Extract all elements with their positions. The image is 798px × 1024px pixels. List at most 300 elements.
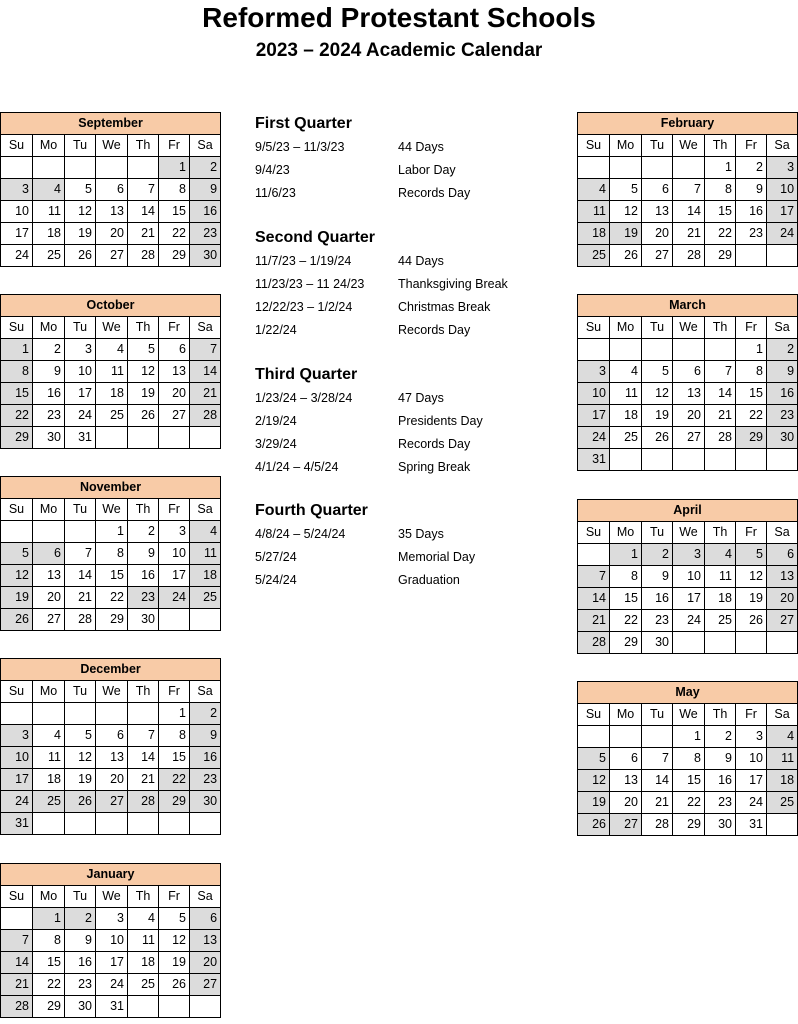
calendar-day: 6 <box>190 908 221 930</box>
calendar-day: 27 <box>96 245 128 267</box>
calendar-empty-cell <box>128 427 159 449</box>
calendar-day: 13 <box>642 201 673 223</box>
weekday-label: Fr <box>736 522 767 544</box>
calendar-day: 20 <box>642 223 673 245</box>
calendar-day: 26 <box>736 610 767 632</box>
month-name: April <box>578 500 798 522</box>
calendar-day: 5 <box>1 543 33 565</box>
month-calendar-december <box>0 658 221 835</box>
calendar-day: 3 <box>736 726 767 748</box>
calendar-day: 2 <box>65 908 96 930</box>
quarter-description: Records Day <box>398 186 471 200</box>
calendar-day: 16 <box>736 201 767 223</box>
calendar-empty-cell <box>190 996 221 1018</box>
calendar-day: 9 <box>190 179 221 201</box>
calendar-day: 16 <box>705 770 736 792</box>
calendar-day: 23 <box>128 587 159 609</box>
quarter-description: Presidents Day <box>398 414 483 428</box>
calendar-day: 4 <box>705 544 736 566</box>
calendar-day: 2 <box>736 157 767 179</box>
weekday-label: Th <box>705 135 736 157</box>
calendar-day: 29 <box>673 814 705 836</box>
calendar-day: 21 <box>1 974 33 996</box>
weekday-label: Fr <box>736 704 767 726</box>
calendar-day: 29 <box>96 609 128 631</box>
calendar-day: 20 <box>190 952 221 974</box>
calendar-day: 16 <box>65 952 96 974</box>
quarter-title: Fourth Quarter <box>255 502 368 519</box>
weekday-label: Tu <box>642 317 673 339</box>
calendar-day: 24 <box>736 792 767 814</box>
calendar-day: 6 <box>767 544 798 566</box>
calendar-day: 29 <box>705 245 736 267</box>
weekday-label: Mo <box>610 135 642 157</box>
calendar-day: 1 <box>705 157 736 179</box>
calendar-day: 15 <box>610 588 642 610</box>
calendar-day: 22 <box>673 792 705 814</box>
calendar-day: 22 <box>705 223 736 245</box>
quarter-date: 11/7/23 – 1/19/24 <box>255 254 352 268</box>
calendar-day: 12 <box>578 770 610 792</box>
calendar-empty-cell <box>642 157 673 179</box>
calendar-day: 30 <box>33 427 65 449</box>
calendar-day: 13 <box>96 201 128 223</box>
quarter-date: 5/27/24 <box>255 550 297 564</box>
calendar-day: 15 <box>96 565 128 587</box>
weekday-label: Su <box>1 681 33 703</box>
calendar-day: 1 <box>736 339 767 361</box>
calendar-day: 22 <box>736 405 767 427</box>
calendar-day: 23 <box>65 974 96 996</box>
calendar-day: 25 <box>705 610 736 632</box>
calendar-day: 3 <box>767 157 798 179</box>
calendar-day: 13 <box>673 383 705 405</box>
quarter-description: Memorial Day <box>398 550 476 564</box>
calendar-day: 13 <box>610 770 642 792</box>
calendar-empty-cell <box>128 813 159 835</box>
calendar-day: 4 <box>578 179 610 201</box>
weekday-label: We <box>96 681 128 703</box>
calendar-day: 4 <box>610 361 642 383</box>
calendar-day: 1 <box>159 703 190 725</box>
month-name: December <box>1 659 221 681</box>
weekday-label: Th <box>128 681 159 703</box>
calendar-day: 31 <box>96 996 128 1018</box>
quarter-date: 9/4/23 <box>255 163 290 177</box>
calendar-day: 9 <box>65 930 96 952</box>
calendar-day: 11 <box>767 748 798 770</box>
weekday-label: We <box>96 317 128 339</box>
weekday-label: Mo <box>610 704 642 726</box>
quarter-description: 47 Days <box>398 391 444 405</box>
quarter-date: 1/23/24 – 3/28/24 <box>255 391 353 405</box>
calendar-day: 25 <box>96 405 128 427</box>
calendar-day: 2 <box>642 544 673 566</box>
calendar-day: 27 <box>642 245 673 267</box>
calendar-day: 17 <box>578 405 610 427</box>
calendar-day: 5 <box>65 179 96 201</box>
calendar-day: 31 <box>1 813 33 835</box>
month-calendar-february <box>577 112 798 267</box>
calendar-day: 28 <box>642 814 673 836</box>
month-calendar-november <box>0 476 221 631</box>
weekday-label: Sa <box>190 135 221 157</box>
quarter-description: 35 Days <box>398 527 444 541</box>
calendar-day: 25 <box>578 245 610 267</box>
quarter-date: 3/29/24 <box>255 437 297 451</box>
month-calendar-march <box>577 294 798 471</box>
month-calendar-april <box>577 499 798 654</box>
calendar-day: 11 <box>128 930 159 952</box>
calendar-day: 10 <box>767 179 798 201</box>
calendar-empty-cell <box>610 157 642 179</box>
calendar-day: 14 <box>673 201 705 223</box>
weekday-label: Su <box>1 317 33 339</box>
month-name: September <box>1 113 221 135</box>
calendar-empty-cell <box>96 813 128 835</box>
calendar-day: 21 <box>128 223 159 245</box>
calendar-day: 18 <box>33 769 65 791</box>
calendar-day: 30 <box>642 632 673 654</box>
weekday-label: We <box>673 317 705 339</box>
quarter-date: 12/22/23 – 1/2/24 <box>255 300 353 314</box>
calendar-day: 27 <box>33 609 65 631</box>
calendar-day: 8 <box>673 748 705 770</box>
calendar-empty-cell <box>642 339 673 361</box>
calendar-day: 28 <box>128 245 159 267</box>
calendar-day: 18 <box>578 223 610 245</box>
calendar-day: 17 <box>159 565 190 587</box>
calendar-day: 5 <box>128 339 159 361</box>
calendar-day: 12 <box>65 201 96 223</box>
quarter-description: 44 Days <box>398 254 444 268</box>
calendar-day: 7 <box>578 566 610 588</box>
calendar-day: 2 <box>190 157 221 179</box>
quarter-date: 4/1/24 – 4/5/24 <box>255 460 339 474</box>
calendar-day: 13 <box>33 565 65 587</box>
calendar-day: 26 <box>128 405 159 427</box>
calendar-day: 21 <box>642 792 673 814</box>
calendar-empty-cell <box>578 157 610 179</box>
calendar-day: 1 <box>33 908 65 930</box>
weekday-label: Su <box>1 135 33 157</box>
calendar-day: 23 <box>190 769 221 791</box>
calendar-empty-cell <box>190 813 221 835</box>
month-name: February <box>578 113 798 135</box>
calendar-day: 16 <box>190 747 221 769</box>
calendar-day: 26 <box>65 245 96 267</box>
calendar-empty-cell <box>159 996 190 1018</box>
calendar-empty-cell <box>767 245 798 267</box>
calendar-empty-cell <box>190 427 221 449</box>
calendar-day: 14 <box>128 201 159 223</box>
calendar-day: 19 <box>1 587 33 609</box>
calendar-day: 24 <box>767 223 798 245</box>
quarter-date: 4/8/24 – 5/24/24 <box>255 527 346 541</box>
month-calendar-september <box>0 112 221 267</box>
calendar-day: 9 <box>736 179 767 201</box>
weekday-label: Fr <box>159 135 190 157</box>
calendar-day: 1 <box>96 521 128 543</box>
calendar-day: 27 <box>767 610 798 632</box>
month-name: March <box>578 295 798 317</box>
calendar-day: 2 <box>767 339 798 361</box>
calendar-empty-cell <box>96 157 128 179</box>
calendar-day: 4 <box>33 179 65 201</box>
calendar-day: 8 <box>159 179 190 201</box>
calendar-day: 19 <box>128 383 159 405</box>
calendar-day: 30 <box>767 427 798 449</box>
calendar-day: 14 <box>190 361 221 383</box>
weekday-label: Tu <box>65 681 96 703</box>
calendar-day: 2 <box>705 726 736 748</box>
calendar-day: 31 <box>736 814 767 836</box>
calendar-empty-cell <box>705 449 736 471</box>
weekday-label: We <box>96 499 128 521</box>
calendar-empty-cell <box>610 339 642 361</box>
calendar-day: 13 <box>159 361 190 383</box>
calendar-day: 18 <box>767 770 798 792</box>
calendar-day: 29 <box>159 791 190 813</box>
calendar-day: 7 <box>1 930 33 952</box>
weekday-label: We <box>673 704 705 726</box>
weekday-label: Tu <box>65 317 96 339</box>
calendar-day: 5 <box>65 725 96 747</box>
calendar-day: 8 <box>705 179 736 201</box>
quarter-description: Christmas Break <box>398 300 491 314</box>
calendar-day: 20 <box>673 405 705 427</box>
calendar-day: 18 <box>33 223 65 245</box>
calendar-day: 25 <box>128 974 159 996</box>
calendar-day: 12 <box>1 565 33 587</box>
calendar-empty-cell <box>1 703 33 725</box>
calendar-day: 26 <box>159 974 190 996</box>
quarter-title: Second Quarter <box>255 229 376 246</box>
calendar-day: 11 <box>33 747 65 769</box>
month-name: November <box>1 477 221 499</box>
calendar-day: 20 <box>33 587 65 609</box>
calendar-day: 12 <box>159 930 190 952</box>
calendar-day: 16 <box>767 383 798 405</box>
weekday-label: Fr <box>736 317 767 339</box>
quarter-date: 2/19/24 <box>255 414 297 428</box>
month-name: January <box>1 864 221 886</box>
calendar-day: 19 <box>65 769 96 791</box>
calendar-day: 28 <box>190 405 221 427</box>
calendar-day: 27 <box>159 405 190 427</box>
calendar-day: 9 <box>705 748 736 770</box>
calendar-empty-cell <box>128 703 159 725</box>
weekday-label: We <box>673 522 705 544</box>
calendar-day: 15 <box>33 952 65 974</box>
weekday-label: Mo <box>33 135 65 157</box>
calendar-day: 19 <box>578 792 610 814</box>
calendar-day: 14 <box>1 952 33 974</box>
calendar-empty-cell <box>1 908 33 930</box>
calendar-day: 17 <box>1 223 33 245</box>
calendar-day: 8 <box>159 725 190 747</box>
calendar-empty-cell <box>128 996 159 1018</box>
calendar-day: 4 <box>33 725 65 747</box>
calendar-day: 19 <box>65 223 96 245</box>
weekday-label: Th <box>128 317 159 339</box>
calendar-day: 7 <box>673 179 705 201</box>
calendar-day: 3 <box>1 725 33 747</box>
weekday-label: Fr <box>159 317 190 339</box>
calendar-day: 24 <box>673 610 705 632</box>
calendar-day: 12 <box>65 747 96 769</box>
calendar-day: 8 <box>610 566 642 588</box>
calendar-day: 25 <box>33 245 65 267</box>
calendar-day: 11 <box>610 383 642 405</box>
calendar-day: 7 <box>65 543 96 565</box>
calendar-day: 4 <box>128 908 159 930</box>
calendar-day: 16 <box>128 565 159 587</box>
calendar-day: 10 <box>65 361 96 383</box>
calendar-day: 10 <box>578 383 610 405</box>
month-calendar-may <box>577 681 798 836</box>
quarter-description: Thanksgiving Break <box>398 277 508 291</box>
quarter-date: 11/23/23 – 11 24/23 <box>255 277 365 291</box>
month-name: October <box>1 295 221 317</box>
calendar-empty-cell <box>159 427 190 449</box>
calendar-day: 10 <box>96 930 128 952</box>
calendar-day: 22 <box>1 405 33 427</box>
calendar-day: 15 <box>673 770 705 792</box>
calendar-day: 25 <box>610 427 642 449</box>
calendar-day: 28 <box>673 245 705 267</box>
weekday-label: Tu <box>642 135 673 157</box>
calendar-day: 29 <box>610 632 642 654</box>
calendar-empty-cell <box>33 157 65 179</box>
weekday-label: Su <box>1 499 33 521</box>
calendar-day: 2 <box>190 703 221 725</box>
weekday-label: Sa <box>190 886 221 908</box>
calendar-day: 9 <box>33 361 65 383</box>
quarter-date: 5/24/24 <box>255 573 297 587</box>
calendar-day: 24 <box>96 974 128 996</box>
calendar-empty-cell <box>767 814 798 836</box>
calendar-empty-cell <box>578 726 610 748</box>
calendar-day: 10 <box>673 566 705 588</box>
calendar-day: 12 <box>610 201 642 223</box>
calendar-day: 27 <box>190 974 221 996</box>
calendar-day: 11 <box>705 566 736 588</box>
calendar-day: 3 <box>65 339 96 361</box>
page-title: Reformed Protestant Schools <box>202 2 596 33</box>
calendar-day: 4 <box>190 521 221 543</box>
weekday-label: Th <box>128 135 159 157</box>
calendar-day: 8 <box>1 361 33 383</box>
calendar-day: 2 <box>128 521 159 543</box>
weekday-label: Th <box>705 522 736 544</box>
calendar-day: 27 <box>610 814 642 836</box>
calendar-day: 28 <box>705 427 736 449</box>
calendar-day: 6 <box>33 543 65 565</box>
weekday-label: Sa <box>190 499 221 521</box>
calendar-day: 27 <box>96 791 128 813</box>
page-subtitle: 2023 – 2024 Academic Calendar <box>255 40 543 61</box>
calendar-day: 3 <box>96 908 128 930</box>
calendar-empty-cell <box>65 521 96 543</box>
calendar-empty-cell <box>673 632 705 654</box>
calendar-day: 24 <box>578 427 610 449</box>
calendar-empty-cell <box>736 632 767 654</box>
calendar-empty-cell <box>33 813 65 835</box>
calendar-day: 1 <box>610 544 642 566</box>
calendar-day: 5 <box>578 748 610 770</box>
calendar-empty-cell <box>190 609 221 631</box>
calendar-day: 18 <box>190 565 221 587</box>
calendar-day: 10 <box>1 747 33 769</box>
calendar-empty-cell <box>767 449 798 471</box>
calendar-day: 17 <box>65 383 96 405</box>
calendar-day: 9 <box>767 361 798 383</box>
calendar-day: 14 <box>578 588 610 610</box>
weekday-label: Tu <box>642 522 673 544</box>
calendar-day: 3 <box>159 521 190 543</box>
calendar-day: 19 <box>642 405 673 427</box>
weekday-label: Mo <box>610 522 642 544</box>
calendar-day: 5 <box>610 179 642 201</box>
calendar-day: 20 <box>96 769 128 791</box>
calendar-day: 22 <box>96 587 128 609</box>
calendar-day: 6 <box>673 361 705 383</box>
weekday-label: Mo <box>610 317 642 339</box>
calendar-empty-cell <box>159 609 190 631</box>
calendar-day: 17 <box>736 770 767 792</box>
calendar-empty-cell <box>159 813 190 835</box>
calendar-empty-cell <box>578 544 610 566</box>
calendar-empty-cell <box>65 157 96 179</box>
calendar-day: 6 <box>96 725 128 747</box>
calendar-empty-cell <box>610 726 642 748</box>
calendar-day: 6 <box>642 179 673 201</box>
calendar-day: 23 <box>190 223 221 245</box>
calendar-day: 19 <box>736 588 767 610</box>
calendar-empty-cell <box>736 245 767 267</box>
calendar-day: 31 <box>578 449 610 471</box>
calendar-day: 1 <box>673 726 705 748</box>
quarter-description: Records Day <box>398 437 471 451</box>
calendar-day: 16 <box>642 588 673 610</box>
quarter-title: First Quarter <box>255 115 352 132</box>
calendar-day: 4 <box>767 726 798 748</box>
calendar-empty-cell <box>642 449 673 471</box>
calendar-day: 2 <box>33 339 65 361</box>
calendar-day: 21 <box>128 769 159 791</box>
calendar-day: 24 <box>1 791 33 813</box>
calendar-day: 27 <box>673 427 705 449</box>
calendar-day: 1 <box>159 157 190 179</box>
calendar-day: 23 <box>33 405 65 427</box>
calendar-day: 13 <box>190 930 221 952</box>
calendar-day: 10 <box>736 748 767 770</box>
weekday-label: Fr <box>736 135 767 157</box>
calendar-empty-cell <box>65 813 96 835</box>
calendar-day: 8 <box>96 543 128 565</box>
calendar-empty-cell <box>578 339 610 361</box>
weekday-label: Fr <box>159 886 190 908</box>
calendar-day: 17 <box>673 588 705 610</box>
calendar-day: 21 <box>673 223 705 245</box>
calendar-day: 19 <box>610 223 642 245</box>
calendar-day: 24 <box>65 405 96 427</box>
calendar-day: 23 <box>736 223 767 245</box>
weekday-label: Sa <box>767 522 798 544</box>
quarter-description: 44 Days <box>398 140 444 154</box>
calendar-day: 7 <box>642 748 673 770</box>
